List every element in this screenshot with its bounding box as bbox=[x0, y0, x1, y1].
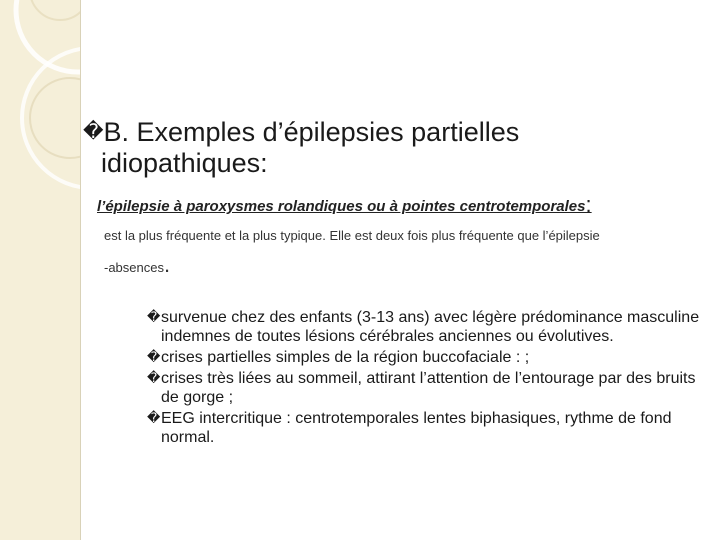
description-end: . bbox=[163, 252, 171, 277]
description-line-1: est la plus fréquente et la plus typique. Elle est deux fois plus fréquente que l’épilepsie bbox=[104, 228, 600, 243]
subtitle bbox=[97, 192, 592, 218]
bullet-list bbox=[148, 308, 716, 449]
subtitle-colon: : bbox=[585, 192, 592, 217]
title-line-1: B. Exemples d’épilepsies partielles bbox=[103, 117, 520, 147]
description-line-2-text: -absences bbox=[104, 260, 164, 275]
list-item bbox=[148, 308, 716, 346]
title-line-2: idiopathiques: bbox=[101, 148, 268, 178]
list-item-text: crises très liées au sommeil, attirant l’attention de l’entourage par des bruits de gorge ; bbox=[161, 370, 696, 406]
decorative-circles bbox=[0, 0, 80, 540]
list-item-text: survenue chez des enfants (3-13 ans) avec légère prédominance masculine indemnes de toutes lésions cérébrales anciennes ou évolutives. bbox=[161, 309, 700, 345]
bullet-icon: � bbox=[147, 371, 161, 386]
bullet-icon: � bbox=[147, 411, 161, 426]
list-item-text: EEG intercritique : centrotemporales lentes biphasiques, rythme de fond normal. bbox=[161, 410, 672, 446]
list-item bbox=[148, 348, 716, 367]
subtitle-text: l’épilepsie à paroxysmes rolandiques ou à pointes centrotemporales bbox=[97, 198, 586, 215]
slide-title bbox=[83, 116, 703, 179]
bullet-icon: � bbox=[147, 310, 161, 325]
title-bullet-icon: � bbox=[83, 119, 104, 143]
list-item bbox=[148, 369, 716, 407]
description-line-2 bbox=[104, 252, 170, 278]
list-item-text: crises partielles simples de la région buccofaciale : ; bbox=[161, 349, 530, 366]
decorative-side-panel bbox=[0, 0, 81, 540]
list-item bbox=[148, 409, 716, 447]
bullet-icon: � bbox=[147, 350, 161, 365]
